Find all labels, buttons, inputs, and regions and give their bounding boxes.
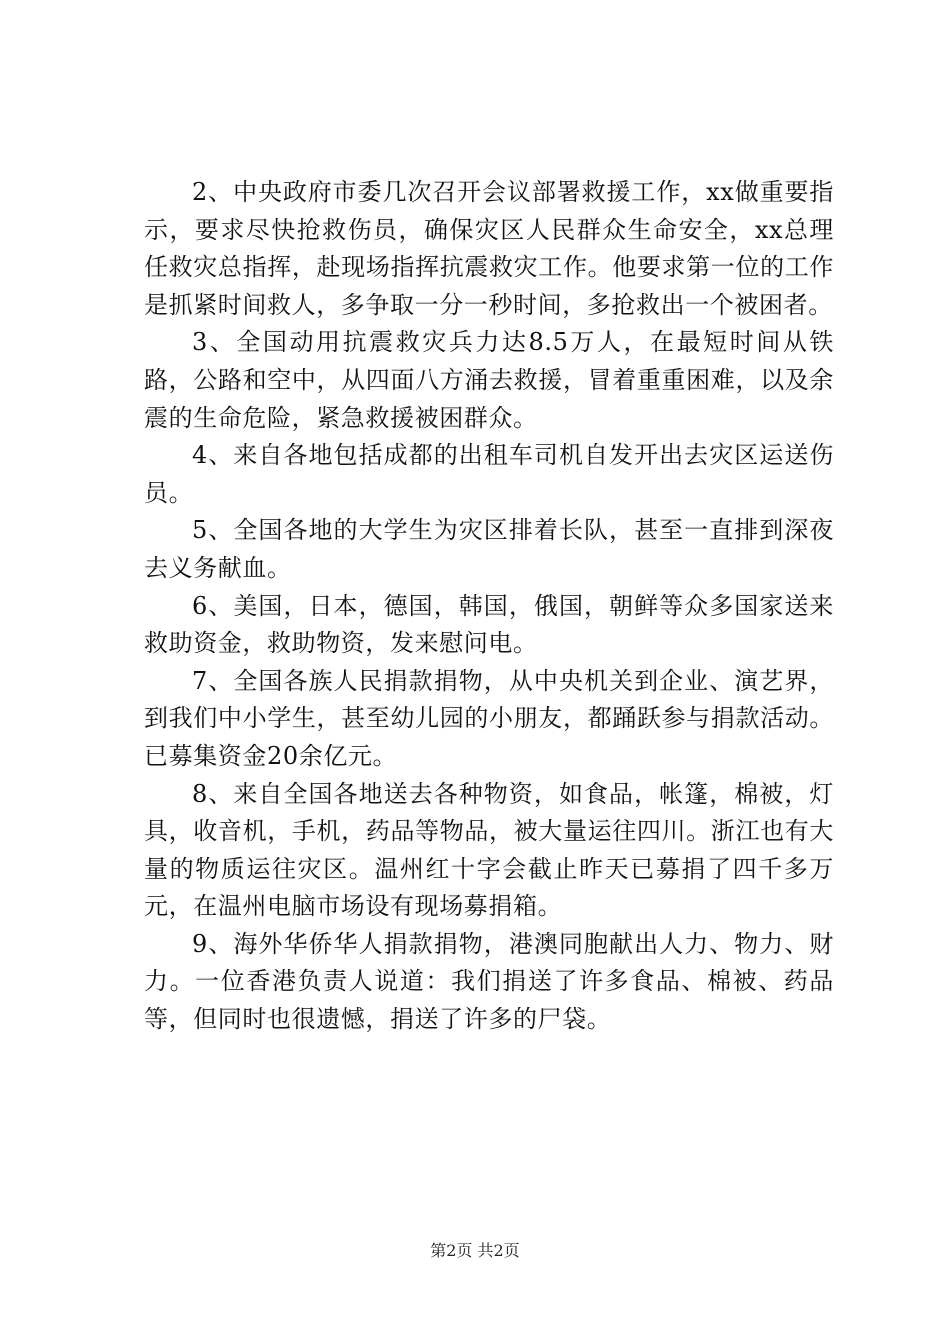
paragraph-5: 5、全国各地的大学生为灾区排着长队，甚至一直排到深夜去义务献血。 [144,516,834,582]
paragraph-4: 4、来自各地包括成都的出租车司机自发开出去灾区运送伤员。 [144,441,834,507]
page-number-label: 第2页 共2页 [430,1241,520,1260]
paragraph-2: 2、中央政府市委几次召开会议部署救援工作，xx做重要指示，要求尽快抢救伤员，确保灾区人民群众生命安全，xx总理任救灾总指挥，赴现场指挥抗震救灾工作。他要求第一位的工作是抓紧时间救人，多争取一分一秒时间，多抢救出一个被困者。 [144,178,834,319]
paragraph-9: 9、海外华侨华人捐款捐物，港澳同胞献出人力、物力、财力。一位香港负责人说道：我们捐送了许多食品、棉被、药品等，但同时也很遗憾，捐送了许多的尸袋。 [144,929,834,1034]
page-footer [0,1239,950,1263]
paragraph-3: 3、全国动用抗震救灾兵力达8.5万人，在最短时间从铁路，公路和空中，从四面八方涌去救援，冒着重重困难，以及余震的生命危险，紧急救援被困群众。 [144,328,834,432]
paragraph-8: 8、来自全国各地送去各种物资，如食品，帐篷，棉被，灯具，收音机，手机，药品等物品，被大量运往四川。浙江也有大量的物质运往灾区。温州红十字会截止昨天已募捐了四千多万元，在温州电脑市场设有现场募捐箱。 [144,779,834,921]
document-body [144,174,834,1039]
paragraph-6: 6、美国，日本，德国，韩国，俄国，朝鲜等众多国家送来救助资金，救助物资，发来慰问电。 [144,591,834,658]
paragraph-7: 7、全国各族人民捐款捐物，从中央机关到企业、演艺界，到我们中小学生，甚至幼儿园的小朋友，都踊跃参与捐款活动。已募集资金20余亿元。 [144,666,834,770]
